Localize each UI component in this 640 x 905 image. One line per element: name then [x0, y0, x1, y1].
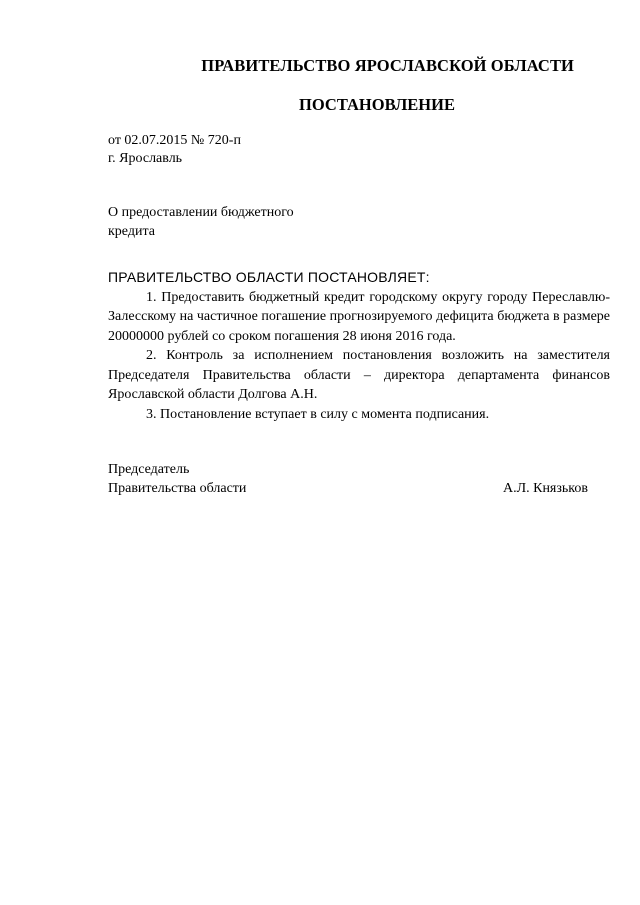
- signatory-position: Правительства области: [108, 481, 247, 496]
- paragraph-3: 3. Постановление вступает в силу с момента подписания.: [146, 406, 490, 422]
- subject-line: кредита: [108, 224, 155, 239]
- date-number: от 02.07.2015 № 720-п: [108, 133, 241, 148]
- document-body: [108, 268, 610, 424]
- paragraph-1: 1. Предоставить бюджетный кредит городскому округу городу Переславлю-Залесскому на частичное погашение прогнозируемого дефицита бюджета в размере 20000000 рублей со сроком погашения 28 июня 2016 года.: [108, 289, 610, 344]
- subject-line: О предоставлении бюджетного: [108, 205, 294, 220]
- organization-title: ПРАВИТЕЛЬСТВО ЯРОСЛАВСКОЙ ОБЛАСТИ: [201, 56, 574, 75]
- document-meta: [108, 132, 241, 168]
- signatory-position: Председатель: [108, 462, 190, 477]
- paragraph-2: 2. Контроль за исполнением постановления возложить на заместителя Председателя Правительства области – директора департамента финансов Ярославской области Долгова А.Н.: [108, 348, 610, 402]
- document-subject: [108, 203, 294, 241]
- signature-row: [108, 479, 588, 498]
- signatory-name: А.Л. Князьков: [503, 481, 588, 496]
- resolves-statement: ПРАВИТЕЛЬСТВО ОБЛАСТИ ПОСТАНОВЛЯЕТ:: [108, 269, 430, 285]
- signature-block: [108, 460, 588, 498]
- city: г. Ярославль: [108, 151, 183, 166]
- document-type-heading: ПОСТАНОВЛЕНИЕ: [299, 95, 455, 114]
